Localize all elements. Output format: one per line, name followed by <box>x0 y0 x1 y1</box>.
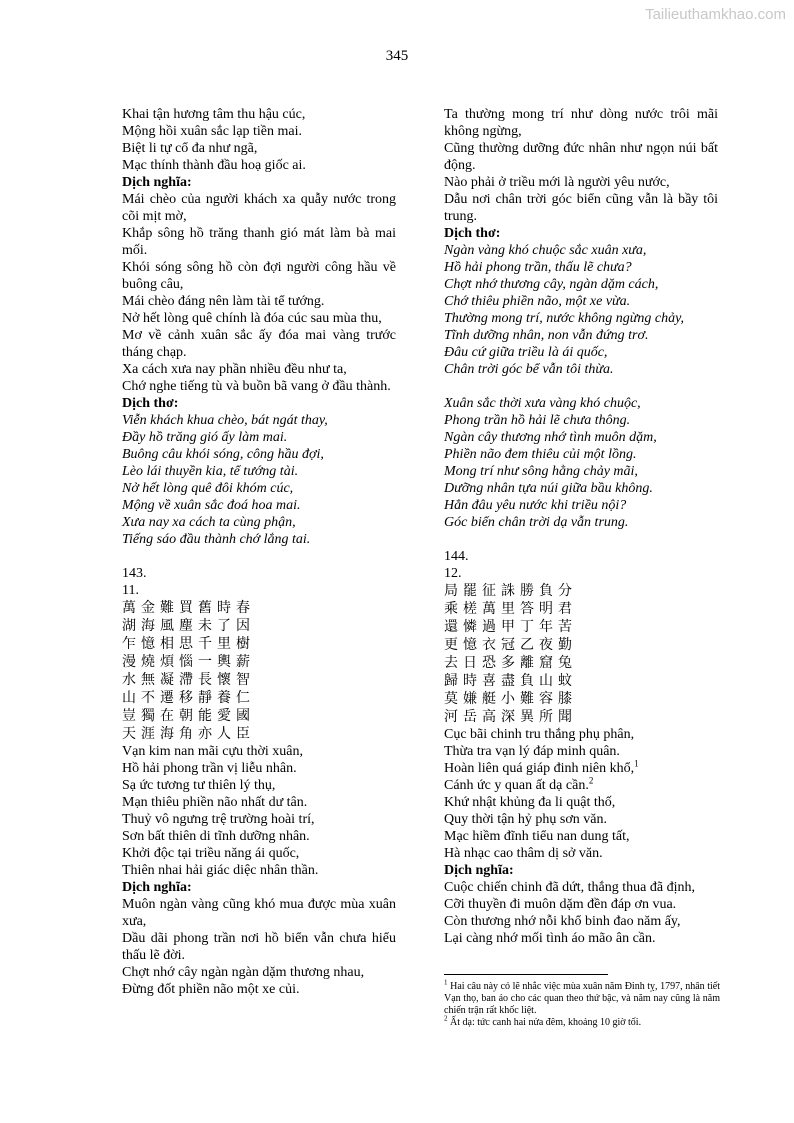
translation-line: Lại càng nhớ mối tình áo mão ân cần. <box>444 931 656 946</box>
verse-heading: Dịch thơ: <box>122 396 179 411</box>
poem-line: Biệt li tự cổ đa như ngã, <box>122 141 258 156</box>
chinese-line: 河岳高深異所聞 <box>444 709 577 725</box>
transliteration-line: Khởi độc tại triều năng ái quốc, <box>122 846 300 861</box>
transliteration <box>122 743 396 879</box>
verse-line: Đâu cứ giữa triều là ái quốc, <box>444 345 608 360</box>
verse-line: Chợt nhớ thương cây, ngàn dặm cách, <box>444 277 659 292</box>
chinese-text <box>444 582 718 726</box>
translation-line: Nào phải ở triều mới là người yêu nước, <box>444 175 670 190</box>
transliteration-line: Mạn thiêu phiền não nhất dư tân. <box>122 795 308 810</box>
verse-line: Thường mong trí, nước không ngừng chảy, <box>444 311 685 326</box>
page-number: 345 <box>385 48 409 64</box>
chinese-line: 天涯海角亦人臣 <box>122 726 255 742</box>
verse-line: Phiền não đem thiêu củi một lồng. <box>444 447 637 462</box>
verse-line: Buông câu khói sóng, công hầu đợi, <box>122 447 324 462</box>
footnote-text: Ất dạ: tức canh hai nửa đêm, khoảng 10 giờ tối. <box>450 1017 642 1028</box>
translation-line: Cũng thường dưỡng đức nhân như ngọn núi bất động. <box>444 141 718 173</box>
chinese-line: 歸時喜盡負山蚊 <box>444 673 577 689</box>
poem-subnumber: 12. <box>444 566 462 581</box>
translation-heading: Dịch nghĩa: <box>122 880 192 895</box>
transliteration-line <box>444 760 718 777</box>
verse-line: Nở hết lòng quê đôi khóm cúc, <box>122 481 294 496</box>
verse-line: Xuân sắc thời xưa vàng khó chuộc, <box>444 396 641 411</box>
verse-line: Ngàn vàng khó chuộc sắc xuân xưa, <box>444 243 647 258</box>
chinese-line: 還憐過甲丁年苦 <box>444 619 577 635</box>
verse-line: Dưỡng nhân tựa núi giữa bầu không. <box>444 481 653 496</box>
chinese-line: 漫燒煩惱一輿薪 <box>122 654 255 670</box>
transliteration-line: Sơn bất thiên di tĩnh dưỡng nhân. <box>122 829 310 844</box>
transliteration-line: Vạn kim nan mãi cựu thời xuân, <box>122 744 304 759</box>
poem-line: Khai tận hương tâm thu hậu cúc, <box>122 107 306 122</box>
verse-line: Hồ hải phong trần, thấu lẽ chưa? <box>444 260 632 275</box>
footnote-2 <box>444 1014 720 1029</box>
footnote-text: Hai câu này có lẽ nhắc việc mùa xuân năm Đinh tỵ, 1797, nhân tiết Vạn thọ, ban áo cho các quan theo thứ bậc, và năm nay cũng là năm chiến trận rất khốc liệt. <box>444 981 721 1016</box>
verse-block-2 <box>444 395 718 531</box>
verse-line: Tĩnh dưỡng nhân, non vẫn đứng trơ. <box>444 328 649 343</box>
poem-142-tail <box>122 106 396 174</box>
transliteration-line: Khứ nhật khủng đa li quật thố, <box>444 795 616 810</box>
verse-line: Mộng về xuân sắc đoá hoa mai. <box>122 498 301 513</box>
transliteration-line: Quy thời tận hỷ phụ sơn văn. <box>444 812 607 827</box>
translation-block <box>122 896 396 998</box>
poem-line: Mộng hồi xuân sắc lạp tiền mai. <box>122 124 303 139</box>
verse-line: Xưa nay xa cách ta cùng phận, <box>122 515 296 530</box>
verse-line: Chân trời góc bể vẫn tôi thừa. <box>444 362 614 377</box>
poem-number: 144. <box>444 549 469 564</box>
verse-line: Góc biển chân trời dạ vẫn trung. <box>444 515 629 530</box>
translation-line: Muôn ngàn vàng cũng khó mua được mùa xuân xưa, <box>122 897 396 929</box>
chinese-line: 湖海風塵未了因 <box>122 618 255 634</box>
footnote-mark: 1 <box>444 978 448 987</box>
poem-143 <box>122 565 396 998</box>
translation-line: Mơ về cảnh xuân sắc ấy đóa mai vàng trước tháng chạp. <box>122 328 396 360</box>
translation-continuation <box>444 106 718 225</box>
footnote-divider <box>444 974 608 975</box>
translation-line: Khói sóng sông hồ còn đợi người công hầu về buông câu, <box>122 260 396 292</box>
verse-line: Phong trần hồ hải lẽ chưa thông. <box>444 413 631 428</box>
verse-line: Mong trí như sông hằng chảy mãi, <box>444 464 638 479</box>
chinese-line: 山不遷移靜養仁 <box>122 690 255 706</box>
poem-144 <box>444 548 718 947</box>
chinese-line: 乍憶相思千里樹 <box>122 636 255 652</box>
transliteration-line: Hà nhạc cao thâm dị sở văn. <box>444 846 603 861</box>
verse-heading: Dịch thơ: <box>444 226 501 241</box>
footnote-ref-1[interactable]: 1 <box>634 758 639 769</box>
transliteration-line <box>444 777 718 794</box>
translation-heading: Dịch nghĩa: <box>122 175 192 190</box>
translation-line: Chớ nghe tiếng tù và buồn bã vang ở đầu thành. <box>122 379 391 394</box>
transliteration-line: Thuỷ vô ngưng trệ trường hoài trí, <box>122 812 315 827</box>
poem-number: 143. <box>122 566 147 581</box>
translation-line: Mái chèo của người khách xa quẫy nước trong cõi mịt mờ, <box>122 192 396 224</box>
translation-line: Đừng đốt phiền não một xe củi. <box>122 982 300 997</box>
verse-line: Chớ thiêu phiền não, một xe vừa. <box>444 294 631 309</box>
transliteration-line: Cục bãi chinh tru thắng phụ phân, <box>444 727 635 742</box>
verse-line: Viễn khách khua chèo, bát ngát thay, <box>122 413 328 428</box>
chinese-line: 局罷征誅勝負分 <box>444 583 577 599</box>
translation-line: Khắp sông hồ trăng thanh gió mát làm bà mai mối. <box>122 226 396 258</box>
translation-line: Cuộc chiến chinh đã dứt, thắng thua đã định, <box>444 880 695 895</box>
left-column <box>122 106 396 998</box>
translation-line: Xa cách xưa nay phần nhiều đều như ta, <box>122 362 347 377</box>
verse-block-1 <box>444 242 718 378</box>
footnote-mark: 2 <box>444 1014 448 1023</box>
verse-line: Đầy hồ trăng gió ấy làm mai. <box>122 430 288 445</box>
transliteration-line: Sạ ức tương tư thiên lý thụ, <box>122 778 276 793</box>
poem-subnumber: 11. <box>122 583 139 598</box>
translation-line: Còn thương nhớ nỗi khổ binh đao năm ấy, <box>444 914 681 929</box>
translation-line: Cỡi thuyền đi muôn dặm đền đáp ơn vua. <box>444 897 677 912</box>
chinese-line: 去日恐多離窟兔 <box>444 655 577 671</box>
translation-line: Mái chèo đáng nên làm tài tể tướng. <box>122 294 325 309</box>
footnote-ref-2[interactable]: 2 <box>588 775 594 786</box>
translation-line: Chợt nhớ cây ngàn ngàn dặm thương nhau, <box>122 965 365 980</box>
chinese-line: 豈獨在朝能愛國 <box>122 708 255 724</box>
translation-line: Nở hết lòng quê chính là đóa cúc sau mùa thu, <box>122 311 382 326</box>
translation-heading: Dịch nghĩa: <box>444 863 514 878</box>
translation-block <box>122 191 396 395</box>
footnotes <box>444 974 720 1029</box>
translation-line: Dẫu nơi chân trời góc biển cũng vẫn là bầy tôi trung. <box>444 192 718 224</box>
transliteration-line: Mạc hiềm đĩnh tiểu nan dung tất, <box>444 829 630 844</box>
transliteration-text: Hoàn liên quá giáp đinh niên khổ, <box>444 761 635 776</box>
translation-line: Ta thường mong trí như dòng nước trôi mãi không ngừng, <box>444 107 718 139</box>
right-column <box>444 106 718 947</box>
verse-block <box>122 412 396 548</box>
watermark: Tailieuthamkhao.com <box>645 6 786 23</box>
verse-line: Hẳn đâu yêu nước khi triều nội? <box>444 498 627 513</box>
poem-line: Mạc thính thành đầu hoạ giốc ai. <box>122 158 306 173</box>
translation-line: Dầu dãi phong trần nơi hồ biển vẫn chưa hiểu thấu lẽ đời. <box>122 931 396 963</box>
verse-line: Lèo lái thuyền kia, tể tướng tài. <box>122 464 299 479</box>
verse-line: Tiếng sáo đầu thành chớ lắng tai. <box>122 532 311 547</box>
chinese-line: 莫嫌艇小難容膝 <box>444 691 577 707</box>
transliteration-text: Cánh ức y quan ất dạ cần. <box>444 778 589 793</box>
chinese-line: 萬金難買舊時春 <box>122 600 255 616</box>
verse-line: Ngàn cây thương nhớ tình muôn dặm, <box>444 430 657 445</box>
footnote-1 <box>444 978 721 1017</box>
transliteration <box>444 726 718 862</box>
transliteration-line: Thiên nhai hải giác diệc nhân thần. <box>122 863 319 878</box>
transliteration-line: Thừa tra vạn lý đáp minh quân. <box>444 744 620 759</box>
transliteration-line: Hồ hải phong trần vị liễu nhân. <box>122 761 297 776</box>
chinese-line: 乘槎萬里答明君 <box>444 601 577 617</box>
chinese-line: 水無凝滯長懷智 <box>122 672 255 688</box>
chinese-text <box>122 599 396 743</box>
translation-block <box>444 879 718 947</box>
chinese-line: 更憶衣冠乙夜勤 <box>444 637 577 653</box>
